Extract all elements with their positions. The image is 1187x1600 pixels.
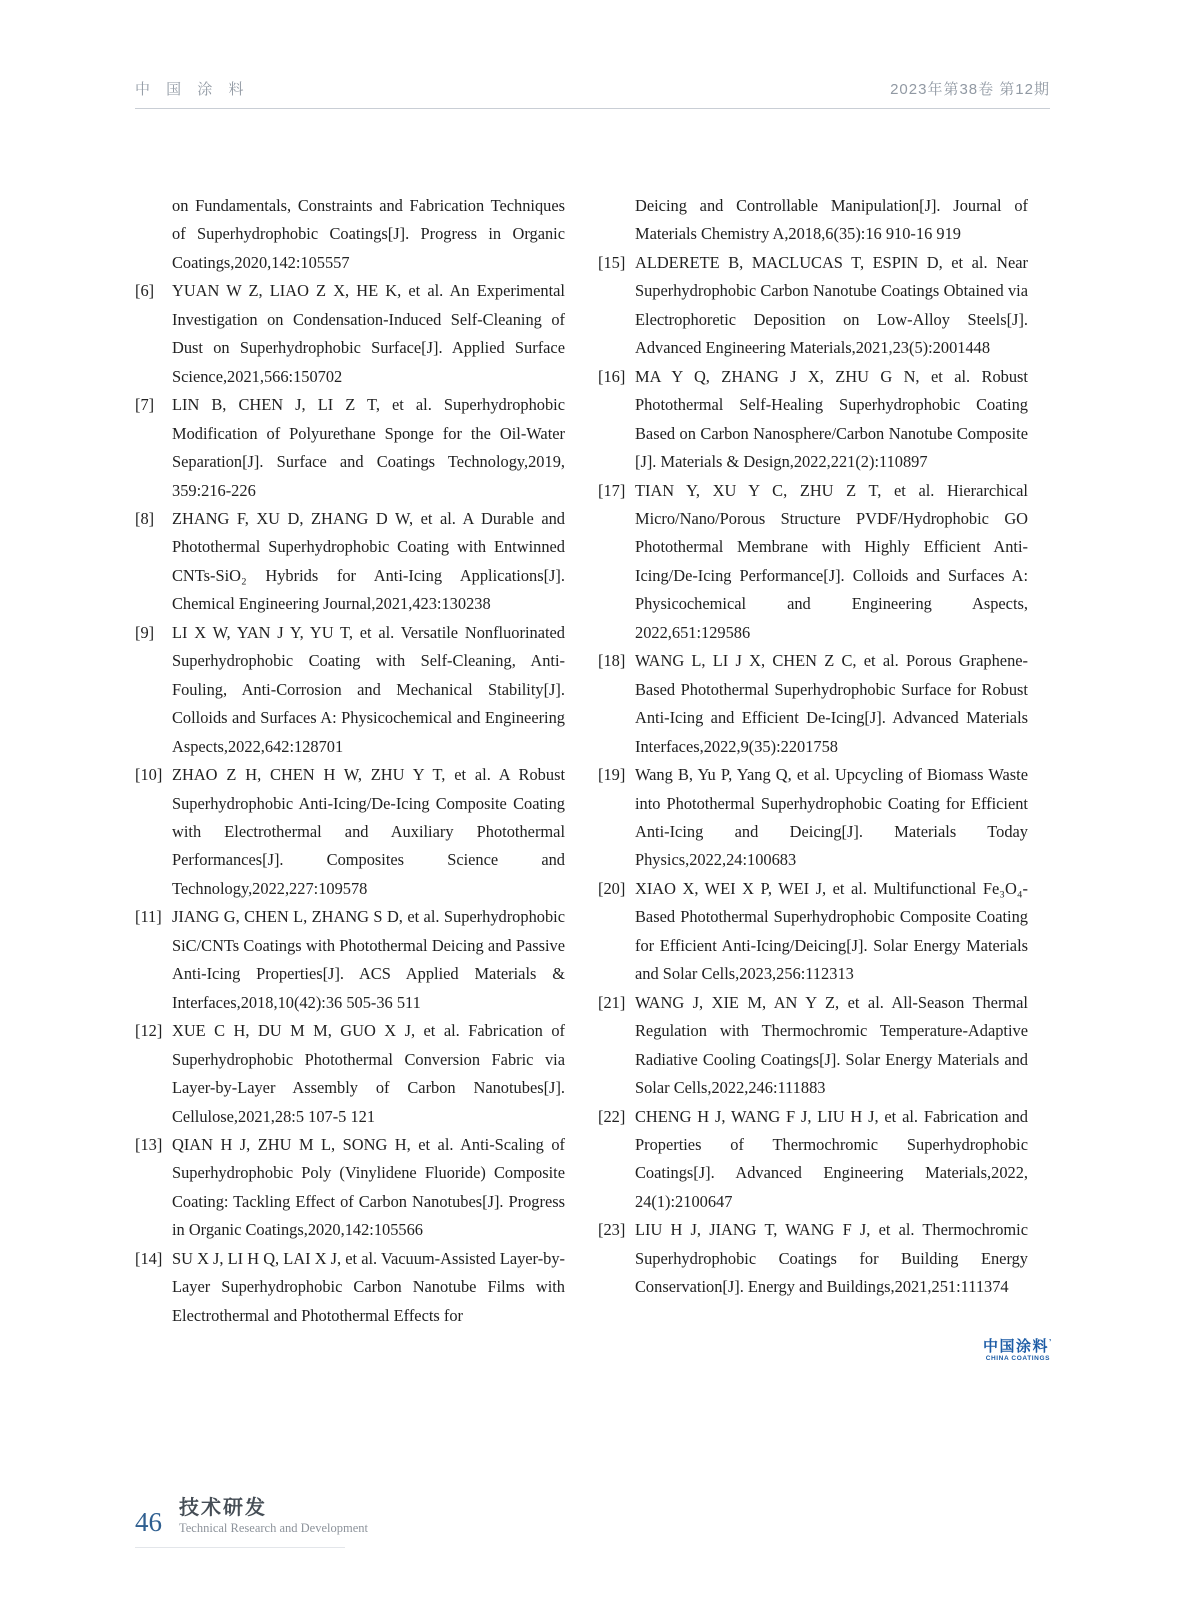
- reference-text: WANG L, LI J X, CHEN Z C, et al. Porous Graphene-Based Photothermal Superhydrophobic Surface for Robust Anti-Icing and Efficient De-Icing[J]. Advanced Materials Interfaces,2022,9(35):2201758: [635, 651, 1028, 756]
- reference-number: [20]: [598, 878, 626, 898]
- issue-info: 2023年第38卷 第12期: [890, 81, 1050, 98]
- reference-item: [598, 249, 1028, 363]
- reference-item: [135, 619, 565, 761]
- references-column-left: [135, 192, 565, 1330]
- reference-text: WANG J, XIE M, AN Y Z, et al. All-Season Thermal Regulation with Thermochromic Temperature-Adaptive Radiative Cooling Coatings[J]. Solar Energy Materials and Solar Cells,2022,246:111883: [635, 992, 1028, 1098]
- reference-number: [22]: [598, 1106, 626, 1126]
- reference-number: [9]: [135, 622, 155, 642]
- reference-item: [135, 761, 565, 903]
- reference-text: Deicing and Controllable Manipulation[J]. Journal of Materials Chemistry A,2018,6(35):16 910-16 919: [635, 196, 1028, 244]
- reference-text: YUAN W Z, LIAO Z X, HE K, et al. An Experimental Investigation on Condensation-Induced Self-Cleaning of Dust on Superhydrophobic Surface[J]. Applied Surface Science,2021,566:150702: [172, 281, 565, 386]
- reference-number: [13]: [135, 1134, 163, 1154]
- reference-item: [135, 505, 565, 619]
- footer-section-titles: [179, 1496, 368, 1537]
- reference-number: [8]: [135, 508, 155, 528]
- reference-item: [598, 363, 1028, 477]
- reference-number: [135, 192, 172, 277]
- reference-number: [18]: [598, 651, 626, 671]
- reference-item: [135, 192, 565, 277]
- reference-number: [7]: [135, 395, 155, 415]
- reference-number: [19]: [598, 765, 626, 785]
- reference-item: [598, 1216, 1028, 1301]
- reference-number: [15]: [598, 252, 626, 272]
- reference-item: [135, 1131, 565, 1245]
- reference-text: LIN B, CHEN J, LI Z T, et al. Superhydrophobic Modification of Polyurethane Sponge for the Oil-Water Separation[J]. Surface and Coatings Technology,2019, 359:216-226: [172, 395, 565, 500]
- reference-text: SU X J, LI H Q, LAI X J, et al. Vacuum-Assisted Layer-by-Layer Superhydrophobic Carbon Nanotube Films with Electrothermal and Photothermal Effects for: [172, 1248, 565, 1325]
- section-title-english: Technical Research and Development: [179, 1521, 368, 1535]
- reference-item: [135, 277, 565, 391]
- reference-item: [135, 391, 565, 505]
- logo-english-text: CHINA COATINGS: [985, 1355, 1051, 1362]
- reference-text: TIAN Y, XU Y C, ZHU Z T, et al. Hierarchical Micro/Nano/Porous Structure PVDF/Hydrophobic GO Photothermal Membrane with Highly Efficient Anti-Icing/De-Icing Performance[J]. Colloids and Surfaces A: Physicochemical and Engineering Aspects, 2022,651:129586: [635, 480, 1028, 642]
- reference-item: [598, 761, 1028, 875]
- journal-name: 中 国 涂 料: [135, 81, 250, 98]
- reference-number: [14]: [135, 1248, 163, 1268]
- reference-item: [598, 989, 1028, 1103]
- references-column-right: [598, 192, 1028, 1330]
- page-header: [135, 78, 1050, 109]
- reference-text: XUE C H, DU M M, GUO X J, et al. Fabrication of Superhydrophobic Photothermal Conversion Fabric via Layer-by-Layer Assembly of Carbon Nanotubes[J]. Cellulose,2021,28:5 107-5 121: [172, 1021, 565, 1126]
- reference-item: [598, 875, 1028, 989]
- china-coatings-logo: [983, 1334, 1053, 1363]
- section-title-chinese: 技术研发: [179, 1497, 267, 1519]
- reference-text: Wang B, Yu P, Yang Q, et al. Upcycling of Biomass Waste into Photothermal Superhydrophobic Coating for Efficient Anti-Icing and Deicing[J]. Materials Today Physics,2022,24:100683: [635, 765, 1028, 870]
- logo-trademark-mark: ’: [1049, 1338, 1053, 1347]
- reference-number: [23]: [598, 1220, 626, 1240]
- reference-number: [12]: [135, 1021, 163, 1041]
- reference-number: [6]: [135, 281, 155, 301]
- reference-item: [598, 647, 1028, 761]
- reference-text: CHENG H J, WANG F J, LIU H J, et al. Fabrication and Properties of Thermochromic Superhydrophobic Coatings[J]. Advanced Engineering Materials,2022, 24(1):2100647: [635, 1106, 1028, 1211]
- reference-number: [16]: [598, 366, 626, 386]
- references-section: [135, 192, 1028, 1330]
- reference-text: QIAN H J, ZHU M L, SONG H, et al. Anti-Scaling of Superhydrophobic Poly (Vinylidene Fluoride) Composite Coating: Tackling Effect of Carbon Nanotubes[J]. Progress in Organic Coatings,2020,142:105566: [172, 1134, 565, 1240]
- reference-number: [21]: [598, 992, 626, 1012]
- reference-number: [10]: [135, 765, 163, 785]
- reference-text: XIAO X, WEI X P, WEI J, et al. Multifunctional Fe₃O₄-Based Photothermal Superhydrophobic Composite Coating for Efficient Anti-Icing/Deicing[J]. Solar Energy Materials and Solar Cells,2023,256:112313: [635, 878, 1028, 984]
- reference-number: [11]: [135, 907, 162, 927]
- reference-text: LI X W, YAN J Y, YU T, et al. Versatile Nonfluorinated Superhydrophobic Coating with Self-Cleaning, Anti-Fouling, Anti-Corrosion and Mechanical Stability[J]. Colloids and Surfaces A: Physicochemical and Engineering Aspects,2022,642:128701: [172, 622, 565, 756]
- reference-item: [135, 903, 565, 1017]
- logo-chinese-text: 中国涂料’: [983, 1338, 1053, 1355]
- reference-item: [598, 192, 1028, 249]
- reference-text: MA Y Q, ZHANG J X, ZHU G N, et al. Robust Photothermal Self-Healing Superhydrophobic Coating Based on Carbon Nanosphere/Carbon Nanotube Composite [J]. Materials & Design,2022,221(2):110897: [635, 366, 1028, 472]
- reference-number: [17]: [598, 480, 626, 500]
- reference-number: [598, 192, 635, 249]
- reference-text: LIU H J, JIANG T, WANG F J, et al. Thermochromic Superhydrophobic Coatings for Building Energy Conservation[J]. Energy and Buildings,2021,251:111374: [635, 1220, 1028, 1297]
- page-footer: [135, 1496, 368, 1548]
- reference-text: ZHAO Z H, CHEN H W, ZHU Y T, et al. A Robust Superhydrophobic Anti-Icing/De-Icing Composite Coating with Electrothermal and Auxiliary Photothermal Performances[J]. Composites Science and Technology,2022,227:109578: [172, 765, 565, 898]
- reference-item: [598, 477, 1028, 648]
- reference-text: on Fundamentals, Constraints and Fabrication Techniques of Superhydrophobic Coatings[J]. Progress in Organic Coatings,2020,142:105557: [172, 196, 565, 272]
- reference-text: JIANG G, CHEN L, ZHANG S D, et al. Superhydrophobic SiC/CNTs Coatings with Photothermal Deicing and Passive Anti-Icing Properties[J]. ACS Applied Materials & Interfaces,2018,10(42):36 505-36 511: [172, 907, 565, 1012]
- reference-text: ALDERETE B, MACLUCAS T, ESPIN D, et al. Near Superhydrophobic Carbon Nanotube Coatings Obtained via Electrophoretic Deposition on Low-Alloy Steels[J]. Advanced Engineering Materials,2021,23(5):2001448: [635, 252, 1028, 358]
- reference-item: [598, 1103, 1028, 1217]
- reference-item: [135, 1017, 565, 1131]
- page-number: 46: [135, 1507, 162, 1537]
- reference-item: [135, 1245, 565, 1330]
- reference-text: ZHANG F, XU D, ZHANG D W, et al. A Durable and Photothermal Superhydrophobic Coating with Entwinned CNTs-SiO₂ Hybrids for Anti-Icing Applications[J]. Chemical Engineering Journal,2021,423:130238: [172, 508, 565, 614]
